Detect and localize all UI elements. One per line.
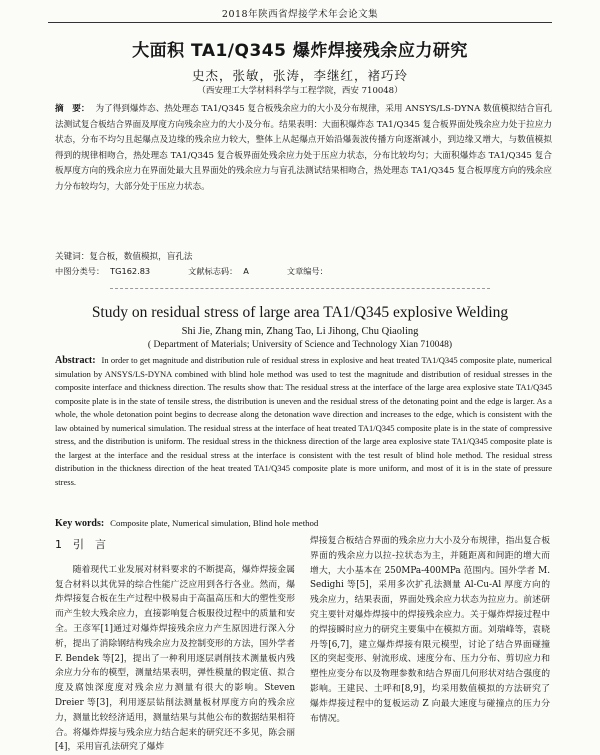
english-title: Study on residual stress of large area TA1/Q345 explosive Welding	[91, 304, 509, 321]
chinese-affiliation: （西安理工大学材料科学与工程学院，西安 710048）	[197, 86, 403, 96]
clc-value: TG162.83	[110, 266, 151, 276]
doc-code-label: 文献标志码：	[188, 266, 238, 276]
chinese-keywords-text: 复合板，数值模拟，盲孔法	[89, 252, 193, 262]
english-affiliation: ( Department of Materials; University of Science and Technology Xian 710048)	[147, 340, 453, 350]
article-no-label: 文章编号：	[286, 266, 328, 276]
header-rule	[48, 22, 552, 23]
english-abstract-text: In order to get magnitude and distribution rule of residual stress in explosive and heat treated TA1/Q345 composite plate, numerical simulation by ANSYS/LS-DYNA combined with blind hole method was used to test the magnitude and distribution of residual stresses in the composite interface and thickness direction. The results show that: The residual stress at the interface of the large area explosive state TA1/Q345 composite plate is in the state of tensile stress, the distribution is uneven and the residual stress of the detonating point and the edge is larger. As a whole, the whole detonation point begins to decrease along the detonation wave direction and increases to the edge, which is consistent with the law obtained by numerical simulation. The residual stress at the interface of heat treated TA1/Q345 composite plate is in the state of compressive stress, and the distribution is uniform. The residual stress in the thickness direction of the large area explosive state TA1/Q345 composite plate is the largest at the interface and the residual stress at the interface is consistent with the test result of blind hole method. The residual stress distribution in the thickness direction of the heat treated TA1/Q345 composite plate is more uniform, and most of it is in the state of pressure stress.	[55, 355, 552, 487]
english-abstract	[55, 354, 552, 489]
english-authors: Shi Jie, Zhang min, Zhang Tao, Li Jihong, Chu Qiaoling	[181, 326, 419, 337]
section-heading: 1 引 言	[55, 538, 106, 551]
english-keywords-text: Composite plate, Numerical simulation, Blind hole method	[110, 518, 319, 528]
chinese-authors: 史杰，张敏，张涛，李继红，褚巧玲	[191, 68, 408, 83]
chinese-abstract	[55, 102, 552, 195]
chinese-title: 大面积 TA1/Q345 爆炸焊接残余应力研究	[132, 41, 468, 61]
english-keywords-label: Key words:	[55, 518, 105, 529]
section-divider	[110, 288, 490, 289]
chinese-keywords	[55, 250, 193, 262]
chinese-keywords-label: 关键词：	[55, 252, 90, 262]
running-header: 2018年陕西省焊接学术年会论文集	[221, 9, 379, 20]
clc-label: 中图分类号：	[55, 266, 105, 276]
body-left-column	[55, 534, 295, 755]
doc-code-value: A	[243, 266, 249, 276]
english-abstract-label: Abstract:	[55, 355, 96, 366]
body-right-column	[310, 534, 550, 726]
body-paragraph-left: 随着现代工业发展对材料要求的不断提高，爆炸焊接金属复合材料以其优异的综合性能广泛应用到各行各业。然而，爆炸焊接复合板在生产过程中极易由于高温高压和大的塑性变形而产生较大残余应力，直接影响复合板服役过程中的质量和安全。王彦军[1]通过对爆炸焊接残余应力产生原因进行深入分析，提出了消除钢结构残余应力及控制变形的方法，国外学者 F. Bendek 等[2]，提出了一种利用逐层剥削技术测量板内残余应力分布的模型，测量结果表明，弹性模量的假定值、拟合度及腐蚀深度度对残余应力测量有很大的影响。Steven Dreier 等[3]，利用逐层钻削法测量板材厚度方向的残余应力，测量比较经济适用，测量结果与其他公布的数据结果相符合。将爆炸焊接与残余应力结合起来的研究还不多见，陈会丽[4]，采用盲孔法研究了爆炸	[55, 564, 295, 753]
body-paragraph-right: 焊接复合板结合界面的残余应力大小及分布规律，指出复合板界面的残余应力以拉-拉状态为主，并随距离和间距的增大而增大，大小基本在 250MPa-400MPa 范围内。国外学者 M. Sedighi 等[5]，采用多次扩孔法测量 Al-Cu-Al 厚度方向的残余应力，结果表面，界面处残余应力状态为拉应力。前述研究主要针对爆炸焊接中的焊接残余应力。关于爆炸焊接过程中的焊接瞬时应力的研究主要集中在模拟方面。刘瑞峰等，袁晓丹等[6,7]，建立爆炸焊接有限元模型，讨论了结合界面碰撞区的突起变形、射流形成、速度分布、压力分布、剪切应力和塑性应变分布以及物理参数和结合界面几何形状对结合强度的影响。王建民、土呼和[8,9]，均采用数值模拟的方法研究了爆炸焊接过程中的复板运动 Z 向最大速度与碰撞点的压力分布情况。	[310, 536, 550, 724]
chinese-abstract-text: 为了得到爆炸态、热处理态 TA1/Q345 复合板残余应力的大小及分布规律，采用 ANSYS/LS-DYNA 数值模拟结合盲孔法测试复合板结合界面及厚度方向残余应力的大小及分布。结果表明：大面积爆炸态 TA1/Q345 复合板界面处残余应力处于拉应力状态，分布不均匀且起爆点及边缘的残余应力较大，整体上从起爆点开始沿爆轰波传播方向逐渐减小，到边缘又增大，与数值模拟得到的规律相吻合，热处理态 TA1/Q345 复合板界面处残余应力处于压应力状态，分布比较均匀；大面积爆炸态 TA1/Q345 复合板厚度方向的残余应力在界面处最大且界面处的残余应力与盲孔法测试结果相吻合，热处理态 TA1/Q345 复合板厚度方向的残余应力分布较均匀，大部分处于压应力状态。	[55, 104, 552, 192]
chinese-abstract-label: 摘 要：	[55, 104, 90, 114]
english-keywords	[55, 518, 318, 529]
classification-row	[55, 266, 334, 277]
